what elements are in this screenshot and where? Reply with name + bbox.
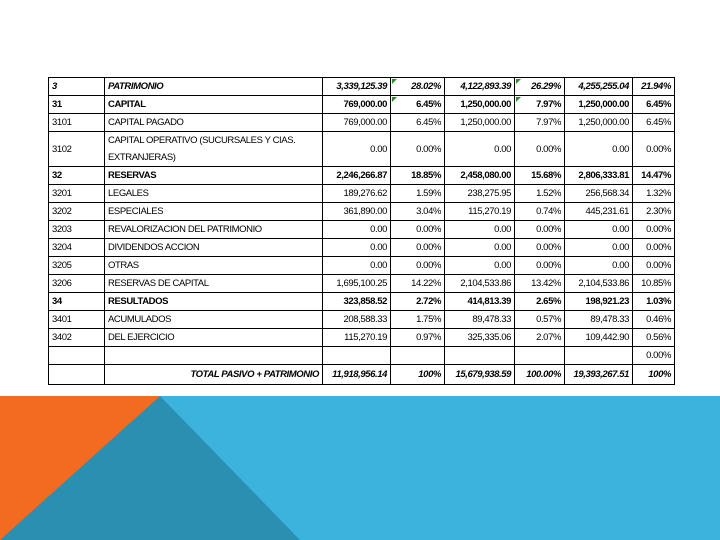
- percent-2: 26.29%: [515, 78, 565, 96]
- table-row: [49, 239, 675, 257]
- account-code: 3201: [49, 185, 105, 203]
- account-name: RESERVAS: [105, 167, 323, 185]
- account-name: RESERVAS DE CAPITAL: [105, 275, 323, 293]
- percent-3: 14.47%: [633, 167, 675, 185]
- account-code: 3101: [49, 114, 105, 132]
- value-2: 0.00: [445, 132, 515, 167]
- percent-2: [515, 347, 565, 365]
- percent-2: 7.97%: [515, 114, 565, 132]
- percent-1: 14.22%: [391, 275, 445, 293]
- percent-3: 2.30%: [633, 203, 675, 221]
- percent-1: 0.00%: [391, 132, 445, 167]
- percent-1: 0.00%: [391, 221, 445, 239]
- total-row: [49, 365, 675, 385]
- value-1: 3,339,125.39: [323, 78, 391, 96]
- percent-2: 7.97%: [515, 96, 565, 114]
- percent-2: 1.52%: [515, 185, 565, 203]
- account-name: DEL EJERCICIO: [105, 329, 323, 347]
- value-2: 1,250,000.00: [445, 114, 515, 132]
- value-1: 0.00: [323, 132, 391, 167]
- equity-table: [48, 77, 675, 385]
- value-2: 4,122,893.39: [445, 78, 515, 96]
- percent-1: 2.72%: [391, 293, 445, 311]
- account-name: REVALORIZACION DEL PATRIMONIO: [105, 221, 323, 239]
- value-2: 325,335.06: [445, 329, 515, 347]
- total-value-2: 15,679,938.59: [445, 365, 515, 385]
- account-name: CAPITAL: [105, 96, 323, 114]
- account-name: CAPITAL PAGADO: [105, 114, 323, 132]
- percent-1: [391, 347, 445, 365]
- value-3: 0.00: [565, 132, 633, 167]
- table-row: [49, 275, 675, 293]
- value-1: 361,890.00: [323, 203, 391, 221]
- table-body: [49, 78, 675, 385]
- value-2: 414,813.39: [445, 293, 515, 311]
- value-1: 323,858.52: [323, 293, 391, 311]
- value-2: 0.00: [445, 239, 515, 257]
- value-1: 208,588.33: [323, 311, 391, 329]
- value-2: 0.00: [445, 257, 515, 275]
- percent-3: 0.00%: [633, 132, 675, 167]
- account-code: 31: [49, 96, 105, 114]
- value-3: 2,104,533.86: [565, 275, 633, 293]
- account-code: 32: [49, 167, 105, 185]
- account-name: RESULTADOS: [105, 293, 323, 311]
- value-3: 0.00: [565, 257, 633, 275]
- percent-1: 6.45%: [391, 96, 445, 114]
- total-label: TOTAL PASIVO + PATRIMONIO: [105, 365, 323, 385]
- percent-3: 1.03%: [633, 293, 675, 311]
- table-row: [49, 347, 675, 365]
- table-row: [49, 329, 675, 347]
- value-2: 0.00: [445, 221, 515, 239]
- percent-2: 0.00%: [515, 132, 565, 167]
- percent-2: 0.00%: [515, 221, 565, 239]
- value-1: 189,276.62: [323, 185, 391, 203]
- value-2: 115,270.19: [445, 203, 515, 221]
- value-3: 109,442.90: [565, 329, 633, 347]
- percent-3: 0.00%: [633, 239, 675, 257]
- value-1: 0.00: [323, 257, 391, 275]
- table-row: [49, 185, 675, 203]
- percent-2: 2.65%: [515, 293, 565, 311]
- table-row: [49, 221, 675, 239]
- account-name: CAPITAL OPERATIVO (SUCURSALES Y CIAS. EXTRANJERAS): [105, 132, 323, 167]
- value-2: 1,250,000.00: [445, 96, 515, 114]
- percent-1: 28.02%: [391, 78, 445, 96]
- value-3: 0.00: [565, 239, 633, 257]
- value-1: 769,000.00: [323, 96, 391, 114]
- value-3: 0.00: [565, 221, 633, 239]
- percent-3: 0.00%: [633, 257, 675, 275]
- value-1: 1,695,100.25: [323, 275, 391, 293]
- value-2: 238,275.95: [445, 185, 515, 203]
- total-percent-3: 100%: [633, 365, 675, 385]
- percent-3: 0.56%: [633, 329, 675, 347]
- total-percent-1: 100%: [391, 365, 445, 385]
- empty-cell: [49, 365, 105, 385]
- value-1: 769,000.00: [323, 114, 391, 132]
- value-3: 2,806,333.81: [565, 167, 633, 185]
- percent-1: 1.59%: [391, 185, 445, 203]
- percent-3: 0.00%: [633, 347, 675, 365]
- value-2: 2,458,080.00: [445, 167, 515, 185]
- percent-1: 0.00%: [391, 239, 445, 257]
- account-name: PATRIMONIO: [105, 78, 323, 96]
- value-3: 256,568.34: [565, 185, 633, 203]
- value-3: 1,250,000.00: [565, 114, 633, 132]
- account-code: 34: [49, 293, 105, 311]
- percent-2: 2.07%: [515, 329, 565, 347]
- value-1: [323, 347, 391, 365]
- total-value-1: 11,918,956.14: [323, 365, 391, 385]
- total-percent-2: 100.00%: [515, 365, 565, 385]
- value-1: 0.00: [323, 239, 391, 257]
- percent-1: 0.97%: [391, 329, 445, 347]
- account-code: 3205: [49, 257, 105, 275]
- value-2: 89,478.33: [445, 311, 515, 329]
- account-name: ACUMULADOS: [105, 311, 323, 329]
- table-row: [49, 257, 675, 275]
- account-code: 3204: [49, 239, 105, 257]
- value-3: 4,255,255.04: [565, 78, 633, 96]
- account-name: [105, 347, 323, 365]
- value-1: 115,270.19: [323, 329, 391, 347]
- percent-3: 6.45%: [633, 96, 675, 114]
- account-name: LEGALES: [105, 185, 323, 203]
- table-row: [49, 293, 675, 311]
- account-name: ESPECIALES: [105, 203, 323, 221]
- table-row: [49, 78, 675, 96]
- total-value-3: 19,393,267.51: [565, 365, 633, 385]
- account-code: 3102: [49, 132, 105, 167]
- percent-2: 13.42%: [515, 275, 565, 293]
- percent-1: 3.04%: [391, 203, 445, 221]
- percent-3: 10.85%: [633, 275, 675, 293]
- value-2: 2,104,533.86: [445, 275, 515, 293]
- percent-2: 0.57%: [515, 311, 565, 329]
- percent-1: 18.85%: [391, 167, 445, 185]
- percent-3: 0.46%: [633, 311, 675, 329]
- table-row: [49, 114, 675, 132]
- account-name: OTRAS: [105, 257, 323, 275]
- table-row: [49, 96, 675, 114]
- percent-2: 15.68%: [515, 167, 565, 185]
- percent-3: 6.45%: [633, 114, 675, 132]
- value-3: 198,921.23: [565, 293, 633, 311]
- percent-3: 21.94%: [633, 78, 675, 96]
- account-code: 3401: [49, 311, 105, 329]
- percent-3: 1.32%: [633, 185, 675, 203]
- account-code: 3206: [49, 275, 105, 293]
- percent-3: 0.00%: [633, 221, 675, 239]
- value-3: 445,231.61: [565, 203, 633, 221]
- value-3: [565, 347, 633, 365]
- percent-2: 0.74%: [515, 203, 565, 221]
- account-code: [49, 347, 105, 365]
- percent-2: 0.00%: [515, 257, 565, 275]
- percent-2: 0.00%: [515, 239, 565, 257]
- table-row: [49, 132, 675, 167]
- account-code: 3: [49, 78, 105, 96]
- value-2: [445, 347, 515, 365]
- account-code: 3202: [49, 203, 105, 221]
- value-3: 89,478.33: [565, 311, 633, 329]
- account-code: 3203: [49, 221, 105, 239]
- account-name: DIVIDENDOS ACCION: [105, 239, 323, 257]
- table-row: [49, 203, 675, 221]
- table-row: [49, 311, 675, 329]
- percent-1: 6.45%: [391, 114, 445, 132]
- percent-1: 1.75%: [391, 311, 445, 329]
- table-row: [49, 167, 675, 185]
- percent-1: 0.00%: [391, 257, 445, 275]
- value-1: 0.00: [323, 221, 391, 239]
- value-1: 2,246,266.87: [323, 167, 391, 185]
- value-3: 1,250,000.00: [565, 96, 633, 114]
- account-code: 3402: [49, 329, 105, 347]
